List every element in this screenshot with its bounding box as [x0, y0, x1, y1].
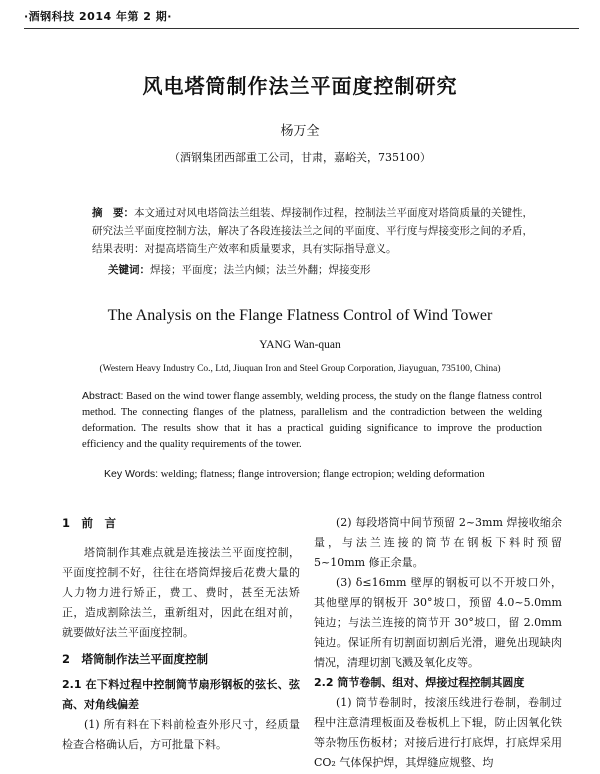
keywords-en	[104, 468, 544, 480]
title-en: The Analysis on the Flange Flatness Control of Wind Tower	[107, 307, 493, 324]
right-column	[314, 513, 562, 773]
section-2-1-heading: 2.1 在下料过程中控制筒节扇形钢板的弦长、弦高、对角线偏差	[62, 678, 300, 711]
keywords-cn	[108, 262, 538, 277]
affiliation-cn: （酒钢集团西部重工公司，甘肃，嘉峪关，735100）	[169, 151, 431, 164]
keywords-en-label: Key Words:	[104, 468, 159, 480]
section-2-2-heading: 2.2 筒节卷制、组对、焊接过程控制其圆度	[314, 676, 525, 689]
abstract-en-label: Abstract:	[82, 390, 124, 402]
keywords-cn-text: 焊接；平面度；法兰内倾；法兰外翻；焊接变形	[150, 264, 371, 276]
affiliation-en: (Western Heavy Industry Co., Ltd, Jiuquan Iron and Steel Group Corporation, Jiayuguan, 735100, China)	[99, 364, 501, 374]
author-en: YANG Wan-quan	[259, 339, 341, 351]
section-1-heading: 1 前 言	[62, 516, 117, 530]
paragraph-3: (3) δ≤16mm 壁厚的钢板可以不开坡口外，其他壁厚的钢板开 30°坡口，预留 4.0~5.0mm 钝边；与法兰连接的筒节开 30°坡口，留 2.0mm 钝边。保证所有切割面切割后光滑，避免出现缺肉情况，清理切割飞溅及氧化皮等。	[314, 576, 562, 669]
journal-header: ·酒钢科技 2014 年第 2 期·	[24, 10, 172, 23]
abstract-cn	[92, 204, 542, 258]
abstract-en-text: Based on the wind tower flange assembly, welding process, the study on the flange flatness control method. The connecting flanges of the platness, parallelism and the contradiction between the welding deformation. The results show that it has a practical guiding significance to improve the production efficiency and the quality requirements of the tower.	[82, 391, 542, 450]
left-column	[62, 513, 300, 755]
section-2-1-paragraph: (1) 所有料在下料前检查外形尺寸，经质量检查合格确认后，方可批量下料。	[62, 718, 300, 751]
author-cn: 杨万全	[280, 124, 320, 139]
section-2-2-paragraph: (1) 筒节卷制时，按滚压线进行卷制，卷制过程中注意清理板面及卷板机上下辊，防止因氧化铁等杂物压伤板材；对接后进行打底焊，打底焊采用 CO₂ 气体保护焊，其焊缝应规整、均	[314, 696, 562, 769]
title-cn: 风电塔筒制作法兰平面度控制研究	[142, 74, 458, 98]
header-rule	[24, 28, 579, 29]
keywords-en-text: welding; flatness; flange introversion; flange ectropion; welding deformation	[160, 469, 485, 480]
section-1-paragraph: 塔筒制作其难点就是连接法兰平面度控制，平面度控制不好，往往在塔筒焊接后花费大量的人力物力进行矫正，费工、费时，甚至无法矫正，造成割除法兰，重新组对，因此在组对前，就要做好法兰平面度控制。	[62, 546, 300, 639]
paragraph-2: (2) 每段塔筒中间节预留 2~3mm 焊接收缩余量，与法兰连接的筒节在钢板下料时预留 5~10mm 修正余量。	[314, 516, 562, 569]
section-2-heading: 2 塔筒制作法兰平面度控制	[62, 652, 209, 666]
keywords-cn-label: 关键词：	[108, 264, 150, 276]
abstract-cn-text: 本文通过对风电塔筒法兰组装、焊接制作过程，控制法兰平面度对塔筒质量的关键性，研究法兰平面度控制方法，解决了各段连接法兰之间的平面度、平行度与焊接变形之间的矛盾，结果表明：对提高塔筒生产效率和质量要求，具有实际指导意义。	[92, 207, 533, 255]
abstract-cn-label: 摘 要：	[92, 207, 134, 219]
abstract-en	[82, 388, 542, 453]
